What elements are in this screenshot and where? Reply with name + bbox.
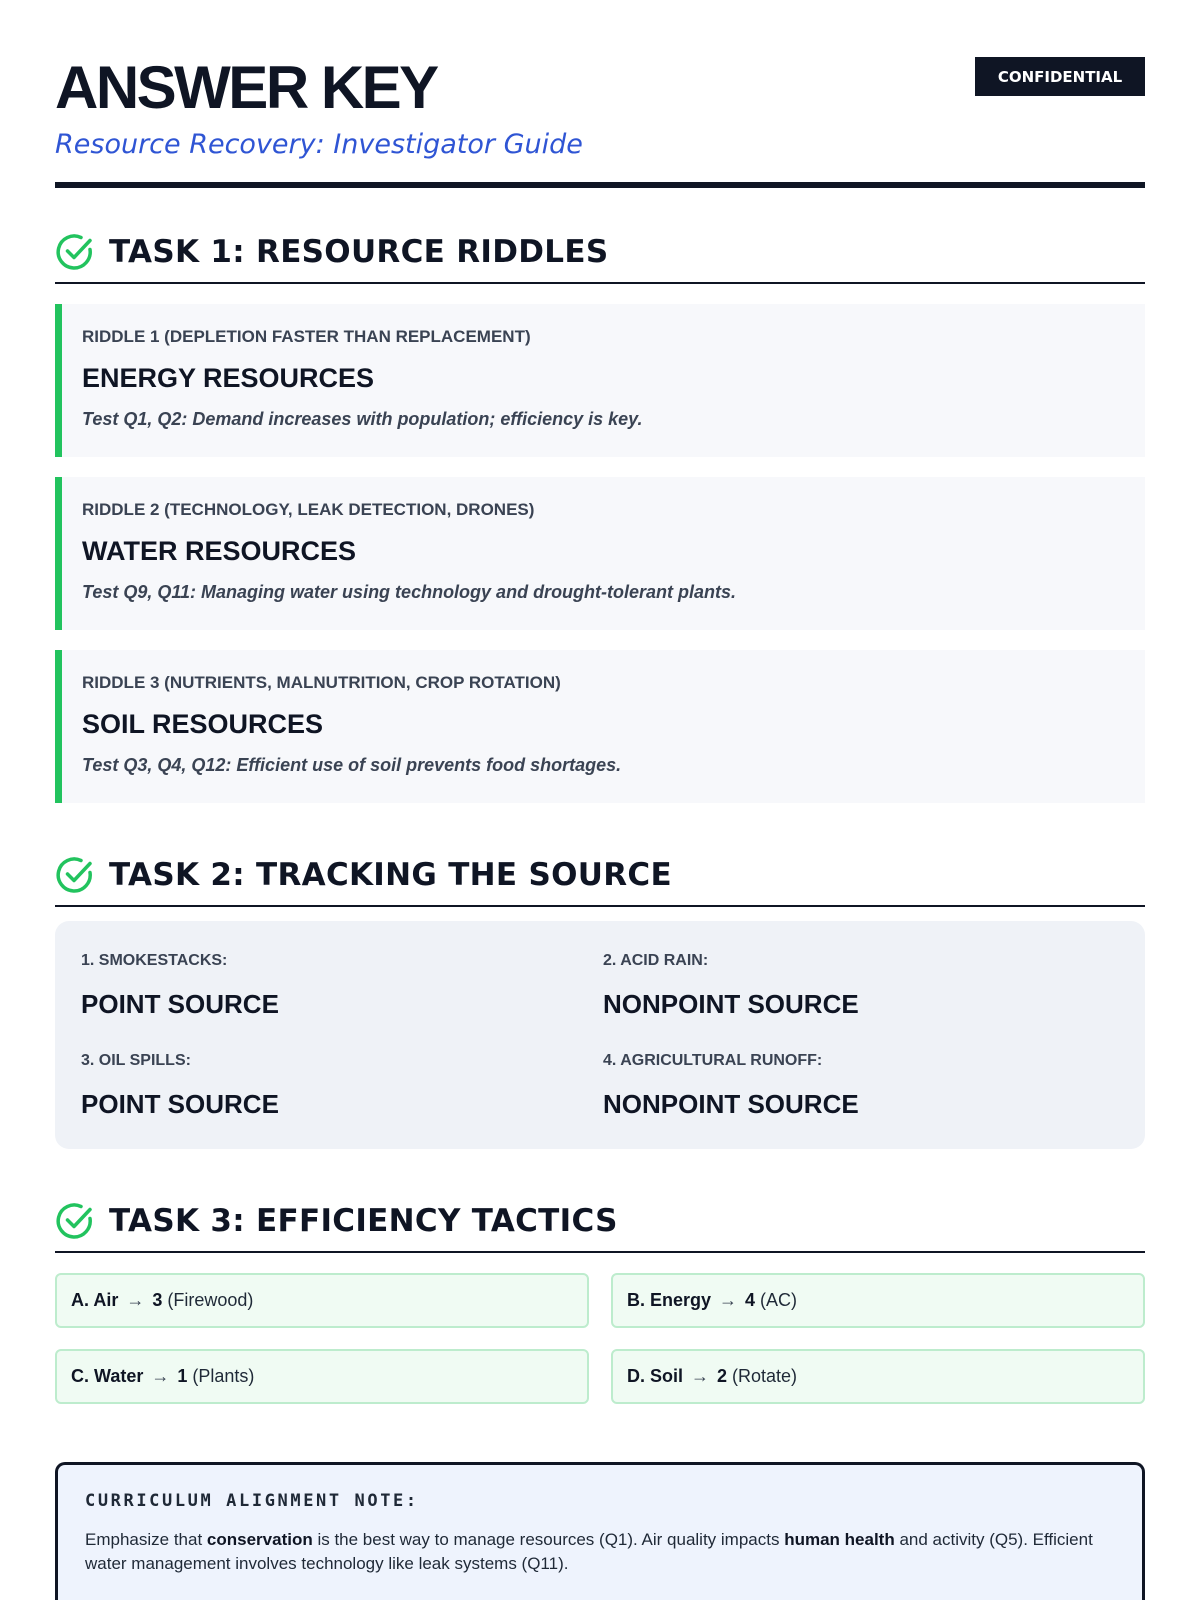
tactic-detail: (AC) <box>760 1290 798 1310</box>
riddle-answer: WATER RESOURCES <box>82 536 357 566</box>
task1-heading <box>55 232 1145 284</box>
note-text-part: Emphasize that <box>85 1530 207 1549</box>
source-label: 3. OIL SPILLS: <box>81 1052 191 1069</box>
riddle-answer: ENERGY RESOURCES <box>82 363 375 393</box>
source-item <box>603 1051 1119 1151</box>
riddle-note: Test Q1, Q2: Demand increases with population; efficiency is key. <box>82 409 643 429</box>
header-divider <box>55 182 1145 188</box>
task3-section <box>55 1201 1145 1404</box>
task2-title: TASK 2: TRACKING THE SOURCE <box>109 857 672 893</box>
source-label: 2. ACID RAIN: <box>603 952 709 969</box>
page-title: ANSWER KEY <box>55 54 437 121</box>
riddle-answer: SOIL RESOURCES <box>82 709 324 739</box>
tactic-key: D. Soil <box>627 1366 684 1386</box>
note-text-part: is the best way to manage resources (Q1). Air quality impacts <box>312 1530 785 1549</box>
source-value: NONPOINT SOURCE <box>603 1089 859 1119</box>
check-circle-icon <box>55 232 95 272</box>
source-value: POINT SOURCE <box>81 1089 279 1119</box>
task3-title: TASK 3: EFFICIENCY TACTICS <box>109 1203 618 1239</box>
tactics-grid <box>55 1273 1145 1404</box>
check-circle-icon <box>55 1201 95 1241</box>
task3-heading <box>55 1201 1145 1253</box>
tactic-number: 4 <box>745 1290 756 1310</box>
source-item <box>81 951 603 1051</box>
tactic-number: 2 <box>717 1366 728 1386</box>
note-title: CURRICULUM ALIGNMENT NOTE: <box>85 1491 419 1511</box>
source-panel <box>55 921 1145 1149</box>
tactic-detail: (Rotate) <box>732 1366 798 1386</box>
tactic-item <box>611 1273 1145 1328</box>
arrow-icon: → <box>126 1290 145 1310</box>
source-item <box>603 951 1119 1051</box>
task2-heading <box>55 855 1145 907</box>
note-emphasis: conservation <box>206 1530 313 1549</box>
tactic-key: A. Air <box>71 1290 119 1310</box>
riddle-label: RIDDLE 3 (NUTRIENTS, MALNUTRITION, CROP ROTATION) <box>82 673 561 692</box>
tactic-number: 3 <box>152 1290 163 1310</box>
tactic-item <box>55 1349 589 1404</box>
task1-section <box>55 232 1145 803</box>
tactic-item <box>55 1273 589 1328</box>
tactic-key: C. Water <box>71 1366 144 1386</box>
note-text-part: and activity (Q5). Efficient water management involves technology like leak systems (Q11). <box>85 1530 1093 1573</box>
riddle-label: RIDDLE 2 (TECHNOLOGY, LEAK DETECTION, DRONES) <box>82 500 535 519</box>
tactic-item <box>611 1349 1145 1404</box>
arrow-icon: → <box>719 1290 738 1310</box>
check-circle-icon <box>55 855 95 895</box>
source-value: NONPOINT SOURCE <box>603 989 859 1019</box>
source-label: 4. AGRICULTURAL RUNOFF: <box>603 1052 823 1069</box>
source-label: 1. SMOKESTACKS: <box>81 952 228 969</box>
arrow-icon: → <box>151 1366 170 1386</box>
note-emphasis: human health <box>784 1530 895 1549</box>
riddle-card <box>55 477 1145 630</box>
riddle-note: Test Q3, Q4, Q12: Efficient use of soil prevents food shortages. <box>82 755 622 775</box>
tactic-number: 1 <box>177 1366 188 1386</box>
note-text <box>85 1528 1115 1576</box>
riddle-label: RIDDLE 1 (DEPLETION FASTER THAN REPLACEMENT) <box>82 327 531 346</box>
curriculum-note <box>55 1462 1145 1600</box>
riddle-card <box>55 304 1145 457</box>
riddle-note: Test Q9, Q11: Managing water using technology and drought-tolerant plants. <box>82 582 737 602</box>
tactic-detail: (Plants) <box>192 1366 255 1386</box>
task1-title: TASK 1: RESOURCE RIDDLES <box>109 234 609 270</box>
header <box>55 0 1145 188</box>
page-subtitle: Resource Recovery: Investigator Guide <box>55 129 583 160</box>
riddle-list <box>55 304 1145 803</box>
riddle-card <box>55 650 1145 803</box>
source-value: POINT SOURCE <box>81 989 279 1019</box>
task2-section <box>55 855 1145 1149</box>
tactic-detail: (Firewood) <box>167 1290 254 1310</box>
tactic-key: B. Energy <box>627 1290 712 1310</box>
confidential-badge: CONFIDENTIAL <box>975 57 1145 96</box>
source-item <box>81 1051 603 1151</box>
arrow-icon: → <box>691 1366 710 1386</box>
